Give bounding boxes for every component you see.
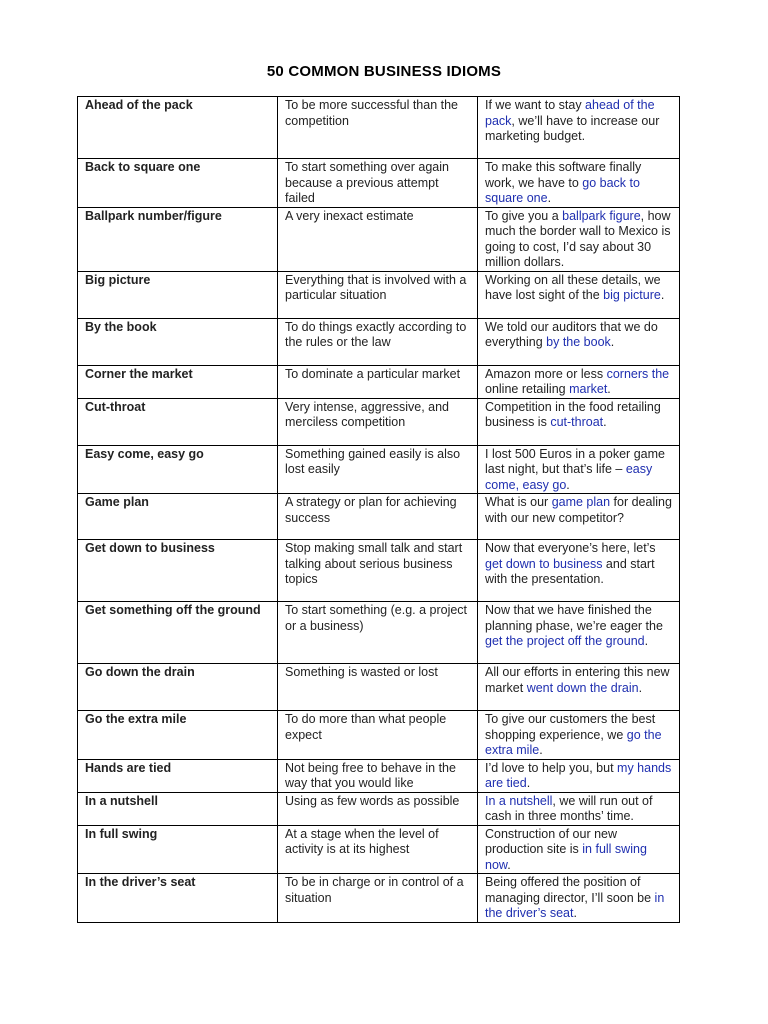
meaning-cell: To be in charge or in control of a situation xyxy=(278,874,478,923)
meaning-cell: To start something over again because a previous attempt failed xyxy=(278,159,478,208)
meaning-cell: Using as few words as possible xyxy=(278,792,478,825)
idiom-cell: Ahead of the pack xyxy=(78,97,278,159)
table-row xyxy=(78,759,680,792)
example-cell xyxy=(478,365,680,398)
example-idiom-highlight: my hands are tied xyxy=(485,760,672,790)
example-cell xyxy=(478,759,680,792)
document-title: 50 COMMON BUSINESS IDIOMS xyxy=(266,63,502,80)
idioms-table xyxy=(77,96,680,923)
table-row xyxy=(78,602,680,664)
table-row xyxy=(78,398,680,445)
example-text: What is our xyxy=(485,495,552,509)
example-text: Construction of our new production site is xyxy=(485,826,618,856)
example-text: Now that everyone’s here, let’s xyxy=(485,541,656,555)
meaning-cell: Not being free to behave in the way that you would like xyxy=(278,759,478,792)
example-cell xyxy=(478,540,680,602)
idiom-cell: Ballpark number/figure xyxy=(78,207,278,271)
example-text: Amazon more or less xyxy=(485,366,607,381)
example-text: Competition in the food retailing business is xyxy=(485,399,661,429)
meaning-cell: At a stage when the level of activity is at its highest xyxy=(278,825,478,874)
idiom-cell: Easy come, easy go xyxy=(78,445,278,494)
table-row xyxy=(78,711,680,760)
meaning-cell: Something is wasted or lost xyxy=(278,664,478,711)
meaning-cell: To start something (e.g. a project or a business) xyxy=(278,602,478,664)
example-idiom-highlight: get the project off the ground xyxy=(485,634,645,648)
example-idiom-highlight: by the book xyxy=(546,335,611,349)
example-idiom-highlight: in full swing now xyxy=(485,842,647,872)
meaning-cell: To be more successful than the competition xyxy=(278,97,478,159)
example-idiom-highlight: game plan xyxy=(551,495,611,509)
example-idiom-highlight: ahead of the pack xyxy=(485,98,655,128)
example-idiom-highlight: ballpark figure xyxy=(562,208,641,223)
example-cell xyxy=(478,159,680,208)
example-text: . xyxy=(610,335,615,349)
example-text: . xyxy=(644,634,649,648)
example-cell xyxy=(478,664,680,711)
example-cell xyxy=(478,825,680,874)
example-idiom-highlight: market xyxy=(569,382,608,396)
idiom-cell: Back to square one xyxy=(78,159,278,208)
table-row xyxy=(78,365,680,398)
table-row xyxy=(78,97,680,159)
example-text: . xyxy=(526,776,531,790)
example-cell xyxy=(478,398,680,445)
table-row xyxy=(78,825,680,874)
example-text: , how much the border wall to Mexico is going to cost, I’d say about 30 million dollars. xyxy=(485,208,671,269)
idiom-cell: In full swing xyxy=(78,825,278,874)
example-text: . xyxy=(607,382,611,396)
example-idiom-highlight: get down to business xyxy=(485,556,603,571)
table-row xyxy=(78,159,680,208)
example-text: . xyxy=(539,743,543,757)
example-idiom-highlight: In a nutshell xyxy=(485,793,553,808)
example-text: and start with the presentation. xyxy=(485,556,655,586)
table-row xyxy=(78,271,680,318)
table-row xyxy=(78,664,680,711)
example-text: . xyxy=(638,680,643,695)
example-cell xyxy=(478,602,680,664)
example-cell xyxy=(478,445,680,494)
example-text: . xyxy=(573,906,577,920)
meaning-cell: To do more than what people expect xyxy=(278,711,478,760)
example-idiom-highlight: big picture xyxy=(603,288,661,302)
example-text: , we will run out of cash in three months’ time. xyxy=(485,793,653,823)
example-cell xyxy=(478,207,680,271)
meaning-cell: To dominate a particular market xyxy=(278,365,478,398)
example-text: . xyxy=(507,857,511,872)
idiom-cell: By the book xyxy=(78,318,278,365)
idiom-cell: Cut-throat xyxy=(78,398,278,445)
example-idiom-highlight: in the driver’s seat xyxy=(485,890,665,920)
table-row xyxy=(78,540,680,602)
example-text: I lost 500 Euros in a poker game last night, but that’s life – xyxy=(485,446,665,476)
meaning-cell: Stop making small talk and start talking about serious business topics xyxy=(278,540,478,602)
example-idiom-highlight: go back to square one xyxy=(485,175,640,205)
table-row xyxy=(78,792,680,825)
example-text: To give you a xyxy=(485,208,563,223)
example-text: All our efforts in entering this new market xyxy=(485,665,670,695)
example-text: , we’ll have to increase our marketing budget. xyxy=(485,113,660,143)
example-text: . xyxy=(547,191,552,205)
idiom-cell: Game plan xyxy=(78,494,278,540)
idioms-table-body xyxy=(78,97,680,923)
example-text: . xyxy=(566,477,570,492)
example-text: We told our auditors that we do everything xyxy=(485,319,658,349)
example-idiom-highlight: went down the drain xyxy=(526,680,639,695)
table-row xyxy=(78,318,680,365)
example-idiom-highlight: go the extra mile xyxy=(485,727,662,757)
idiom-cell: Go the extra mile xyxy=(78,711,278,760)
meaning-cell: To do things exactly according to the rules or the law xyxy=(278,318,478,365)
meaning-cell: A strategy or plan for achieving success xyxy=(278,494,478,540)
example-cell xyxy=(478,97,680,159)
example-text: To give our customers the best shopping experience, we xyxy=(485,712,656,742)
example-cell xyxy=(478,711,680,760)
example-cell xyxy=(478,494,680,540)
idiom-cell: Get something off the ground xyxy=(78,602,278,664)
example-cell xyxy=(478,874,680,923)
meaning-cell: A very inexact estimate xyxy=(278,207,478,271)
example-idiom-highlight: corners the xyxy=(606,366,670,381)
idiom-cell: In the driver’s seat xyxy=(78,874,278,923)
idiom-cell: In a nutshell xyxy=(78,792,278,825)
idiom-cell: Big picture xyxy=(78,271,278,318)
example-cell xyxy=(478,271,680,318)
example-text: . xyxy=(603,415,607,429)
example-text: . xyxy=(660,288,665,302)
example-idiom-highlight: easy come, easy go xyxy=(485,462,653,492)
table-row xyxy=(78,207,680,271)
example-text: If we want to stay xyxy=(485,98,586,112)
example-text: for dealing with our new competitor? xyxy=(485,495,672,525)
table-row xyxy=(78,445,680,494)
example-text: I’d love to help you, but xyxy=(485,760,618,775)
table-row xyxy=(78,494,680,540)
example-cell xyxy=(478,792,680,825)
idiom-cell: Get down to business xyxy=(78,540,278,602)
example-idiom-highlight: cut-throat xyxy=(550,415,604,429)
table-row xyxy=(78,874,680,923)
idiom-cell: Hands are tied xyxy=(78,759,278,792)
example-text: Working on all these details, we have lost sight of the xyxy=(485,272,661,302)
meaning-cell: Very intense, aggressive, and merciless competition xyxy=(278,398,478,445)
example-text: Being offered the position of managing director, I’ll soon be xyxy=(485,875,655,905)
meaning-cell: Something gained easily is also lost easily xyxy=(278,445,478,494)
example-text: To make this software finally work, we have to xyxy=(485,160,642,190)
example-text: online retailing xyxy=(485,382,570,396)
idiom-cell: Corner the market xyxy=(78,365,278,398)
idiom-cell: Go down the drain xyxy=(78,664,278,711)
meaning-cell: Everything that is involved with a particular situation xyxy=(278,271,478,318)
example-cell xyxy=(478,318,680,365)
example-text: Now that we have finished the planning phase, we’re eager the xyxy=(485,603,663,633)
